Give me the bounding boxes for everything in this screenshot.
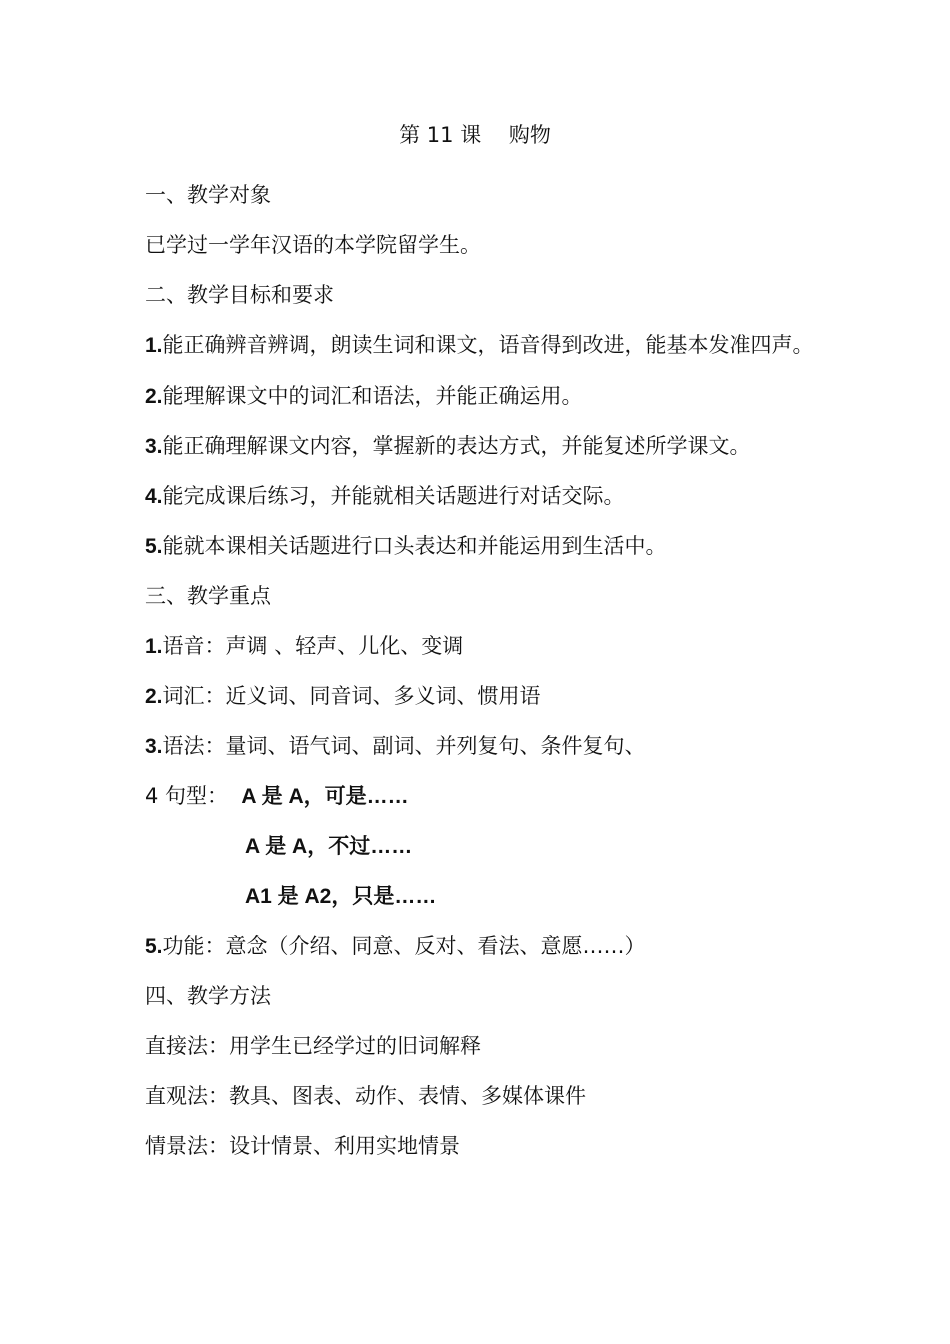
key-point-item-4 <box>145 771 825 821</box>
goal-item-2 <box>145 371 825 421</box>
goal-item-4 <box>145 471 825 521</box>
goal-item-1 <box>145 320 825 371</box>
goal-item-text: 能理解课文中的词汇和语法，并能正确运用。 <box>162 384 583 408</box>
lesson-title: 第 11 课 购物 <box>399 123 551 147</box>
key-point-text: 词汇：近义词、同音词、多义词、惯用语 <box>162 684 541 708</box>
key-point-text: 功能：意念（介绍、同意、反对、看法、意愿……） <box>162 934 646 958</box>
teaching-target-text: 已学过一学年汉语的本学院留学生。 <box>145 233 481 257</box>
section-heading-goals: 二、教学目标和要求 <box>145 283 334 307</box>
method-item-direct: 直接法：用学生已经学过的旧词解释 <box>145 1034 481 1058</box>
key-point-number: 5. <box>145 935 163 958</box>
sentence-pattern-row-2 <box>145 821 825 871</box>
section-heading-methods: 四、教学方法 <box>145 984 271 1008</box>
key-point-item-2 <box>145 671 825 721</box>
key-point-number: 3. <box>145 735 163 758</box>
document-body <box>145 170 825 1171</box>
goal-item-text: 能正确理解课文内容，掌握新的表达方式，并能复述所学课文。 <box>162 434 751 458</box>
goal-item-3 <box>145 421 825 471</box>
sentence-pattern-3: A1 是 A2，只是…… <box>245 885 437 908</box>
goal-item-number: 3. <box>145 435 163 458</box>
key-point-text: 语法：量词、语气词、副词、并列复句、条件复句、 <box>162 734 646 758</box>
goal-item-text: 能完成课后练习，并能就相关话题进行对话交际。 <box>162 484 625 508</box>
key-point-item-3 <box>145 721 825 771</box>
sentence-pattern-label: 4 句型： <box>145 784 229 808</box>
sentence-pattern-row-3 <box>145 871 825 921</box>
goal-item-text: 能正确辨音辨调，朗读生词和课文，语音得到改进，能基本发准四声。 <box>162 333 814 357</box>
goal-item-text: 能就本课相关话题进行口头表达和并能运用到生活中。 <box>162 534 667 558</box>
key-point-text: 语音：声调 、轻声、儿化、变调 <box>162 634 464 658</box>
method-item-situational: 情景法：设计情景、利用实地情景 <box>145 1134 460 1158</box>
sentence-pattern-2: A 是 A，不过…… <box>245 835 413 858</box>
goal-item-number: 1. <box>145 334 163 357</box>
key-point-item-1 <box>145 621 825 671</box>
goal-item-number: 4. <box>145 485 163 508</box>
key-point-number: 2. <box>145 685 163 708</box>
key-point-number: 1. <box>145 635 163 658</box>
goal-item-number: 5. <box>145 535 163 558</box>
key-point-item-5 <box>145 921 825 971</box>
goal-item-5 <box>145 521 825 571</box>
sentence-pattern-1: A 是 A，可是…… <box>241 785 409 808</box>
section-heading-key-points: 三、教学重点 <box>145 584 271 608</box>
section-heading-teaching-target: 一、教学对象 <box>145 183 271 207</box>
method-item-visual: 直观法：教具、图表、动作、表情、多媒体课件 <box>145 1084 586 1108</box>
goal-item-number: 2. <box>145 385 163 408</box>
